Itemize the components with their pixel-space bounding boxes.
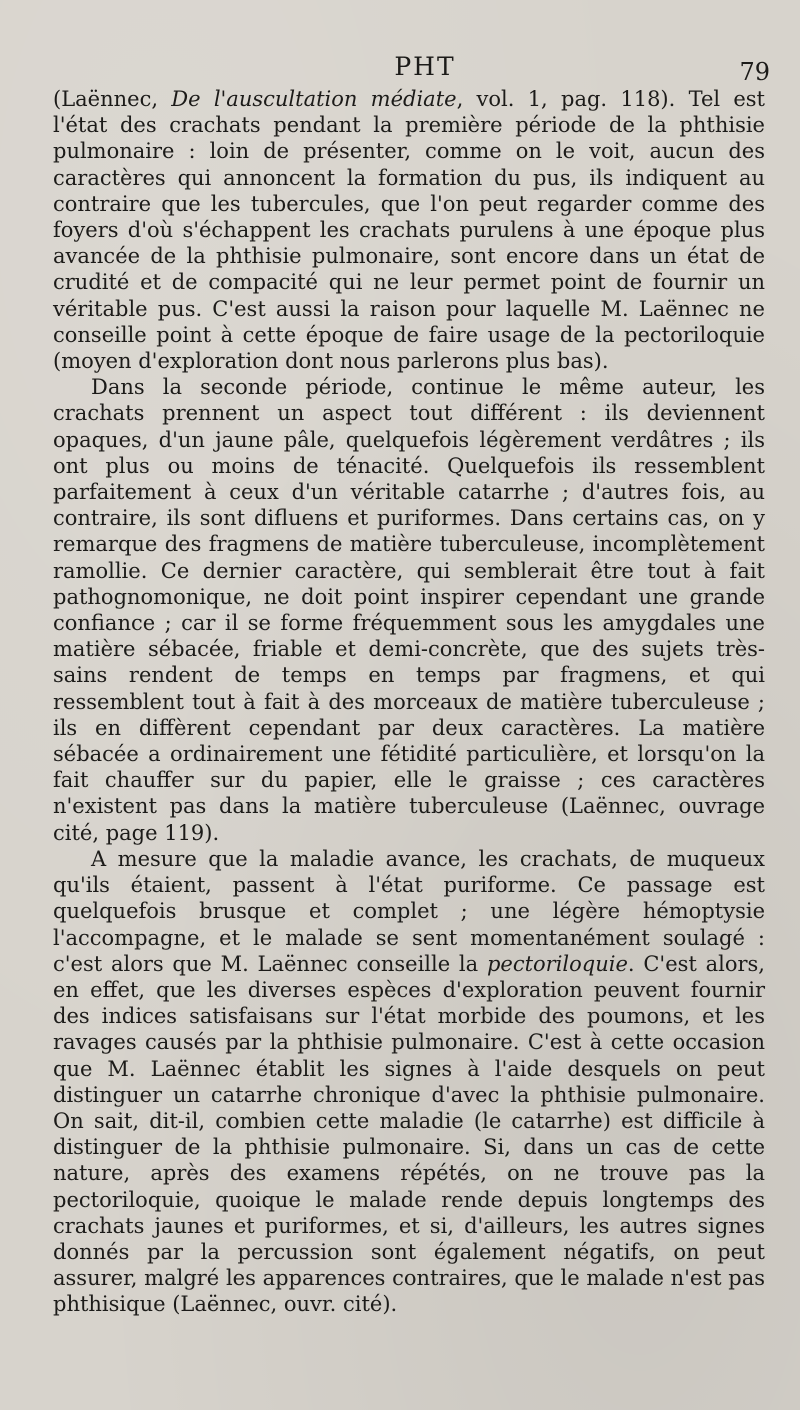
paragraph-1-start: (Laënnec, [53,87,172,111]
paragraph-3-rest: . C'est alors, en effet, que les diverses espèces d'exploration peuvent fournir des indices satisfaisans sur l'état morbide des poumons, et les ravages causés par la phthisie pulmonaire. C'est à cette occasion que M. Laënnec établit les signes à l'aide desquels on peut distinguer un catarrhe chronique d'avec la phthisie pulmonaire. On sait, dit-il, combien cette maladie (le catarrhe) est difficile à distinguer de la phthisie pulmonaire. Si, dans un cas de cette nature, après des examens répétés, on ne trouve pas la pectoriloquie, quoique le malade rende depuis longtemps des crachats jaunes et puriformes, et si, d'ailleurs, les autres signes donnés par la percussion sont également négatifs, on peut assurer, malgré les apparences contraires, que le malade n'est pas phthisique (Laënnec, ouvr. cité). [53,951,765,1317]
running-head: PHT [394,52,456,81]
body-text [53,86,765,1318]
paragraph-2 [53,374,765,846]
page-number: 79 [739,58,770,86]
page-header [80,52,770,86]
paragraph-3 [53,846,765,1318]
paragraph-2-text: Dans la seconde période, continue le même auteur, les crachats prennent un aspect tout différent : ils deviennent opaques, d'un jaune pâle, quelquefois légèrement verdâtres ; ils ont plus ou moins de ténacité. Quelquefois ils ressemblent parfaitement à ceux d'un véritable catarrhe ; d'autres fois, au contraire, ils sont difluens et puriformes. Dans certains cas, on y remarque des fragmens de matière tuberculeuse, incomplètement ramollie. Ce dernier caractère, qui semblerait être tout à fait pathognomonique, ne doit point inspirer cependant une grande confiance ; car il se forme fréquemment sous les amygdales une matière sébacée, friable et demi-concrète, que des sujets très-sains rendent de temps en temps par fragmens, et qui ressemblent tout à fait à des morceaux de matière tuberculeuse ; ils en diffèrent cependant par deux caractères. La matière sébacée a ordinairement une fétidité particulière, et lorsqu'on la fait chauffer sur du papier, elle le graisse ; ces caractères n'existent pas dans la matière tuberculeuse (Laënnec, ouvrage cité, page 119). [53,375,765,845]
italic-term: pectoriloquie [486,951,628,976]
cited-work-title: De l'auscultation médiate [171,87,457,111]
paragraph-1-rest: , vol. 1, pag. 118). Tel est l'état des crachats pendant la première période de la phthisie pulmonaire : loin de présenter, comme on le voit, aucun des caractères qui annoncent la formation du pus, ils indiquent au contraire que les tubercules, que l'on peut regarder comme des foyers d'où s'échappent les crachats purulens à une époque plus avancée de la phthisie pulmonaire, sont encore dans un état de crudité et de compacité qui ne leur permet point de fournir un véritable pus. C'est aussi la raison pour laquelle M. Laënnec ne conseille point à cette époque de faire usage de la pectoriloquie (moyen d'exploration dont nous parlerons plus bas). [53,87,765,374]
paragraph-3-start: A mesure que la maladie avance, les crachats, de muqueux qu'ils étaient, passent à l'état puriforme. Ce passage est quelquefois brusque et complet ; une légère hémoptysie l'accompagne, et le malade se sent momentanément soulagé : c'est alors que M. Laënnec conseille la [53,846,765,976]
paragraph-1 [53,86,765,374]
